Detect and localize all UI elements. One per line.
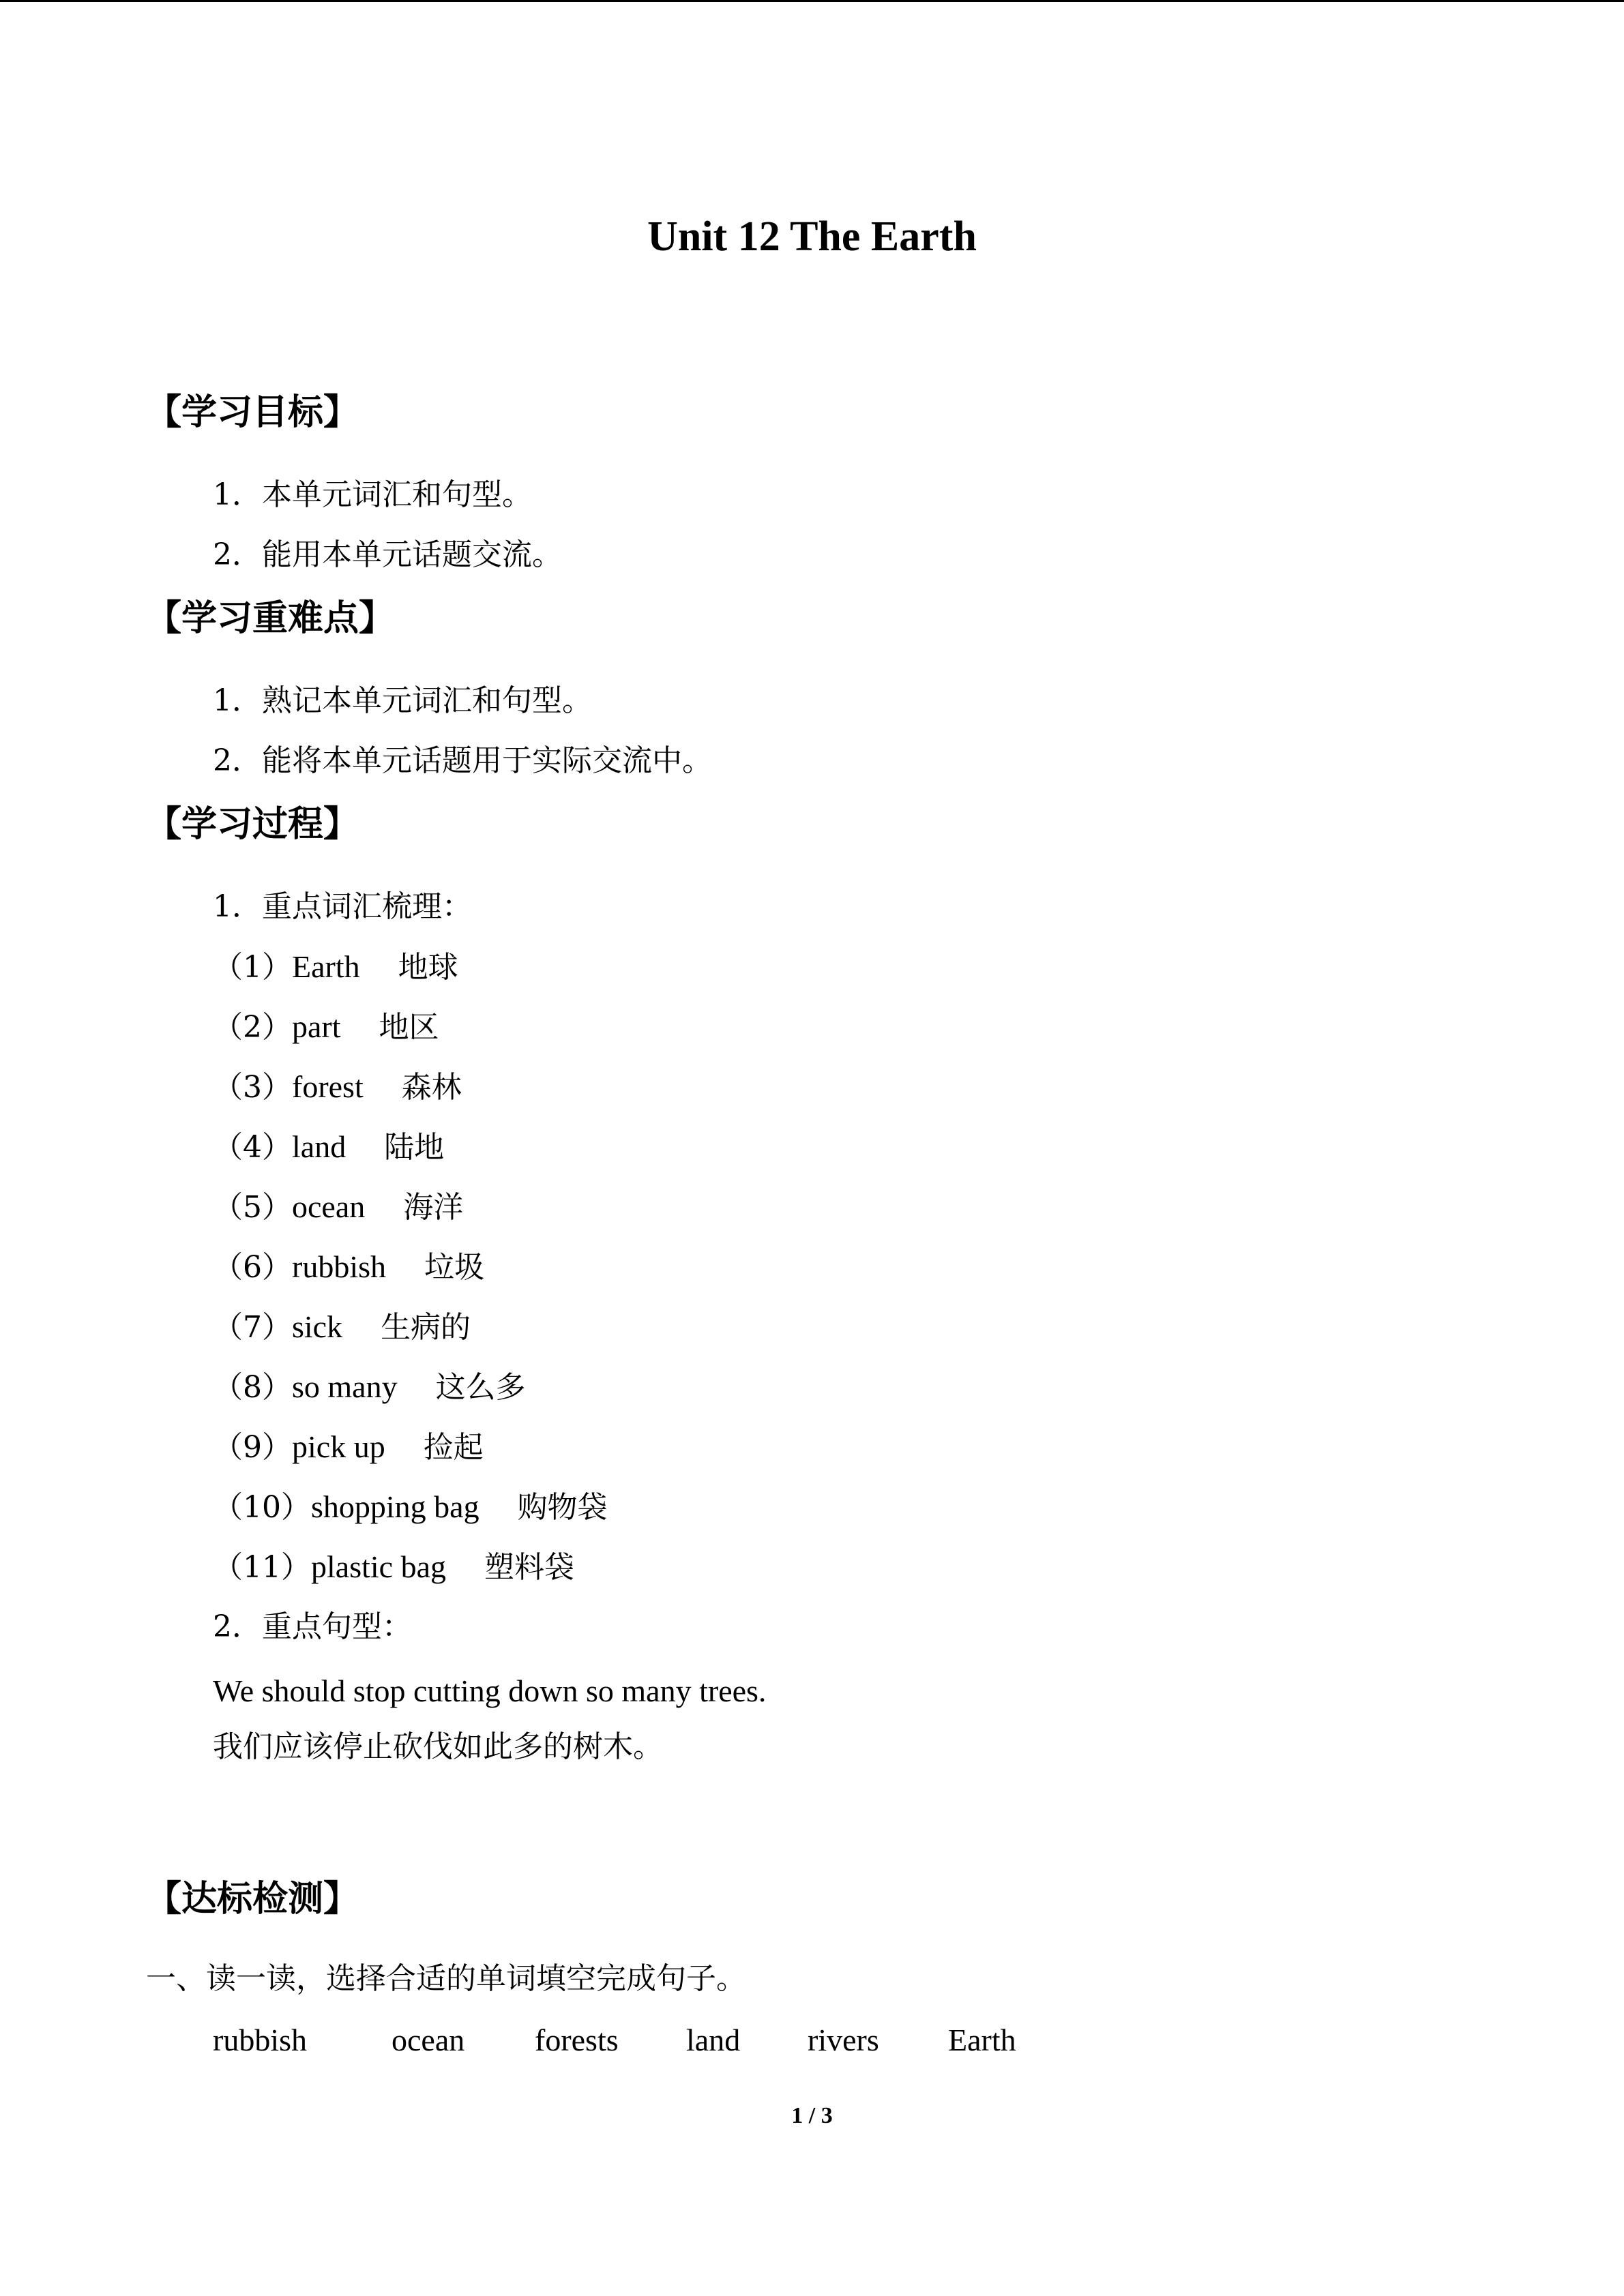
goal-item-1: 1．本单元词汇和句型。 <box>213 477 532 512</box>
word-bank-item: rivers <box>808 2023 879 2057</box>
vocab-item: （6）rubbish 垃圾 <box>213 1249 484 1285</box>
vocab-item: （1）Earth 地球 <box>213 949 458 985</box>
section-heading-key-points: 【学习重难点】 <box>146 598 395 639</box>
key-point-item-1: 1．熟记本单元词汇和句型。 <box>213 683 592 718</box>
section-heading-process: 【学习过程】 <box>146 804 359 845</box>
word-bank-item: forests <box>535 2023 619 2057</box>
vocab-item: （7）sick 生病的 <box>213 1309 471 1345</box>
word-bank-item: Earth <box>948 2023 1016 2057</box>
section-heading-goals: 【学习目标】 <box>146 392 359 433</box>
sentence-title: 2．重点句型： <box>213 1609 412 1644</box>
vocab-item: （5）ocean 海洋 <box>213 1189 464 1225</box>
vocab-item: （10）shopping bag 购物袋 <box>213 1489 608 1525</box>
vocab-item: （9）pick up 捡起 <box>213 1429 484 1465</box>
key-sentence-english: We should stop cutting down so many trees. <box>213 1673 767 1708</box>
vocab-item: （3）forest 森林 <box>213 1069 462 1105</box>
page-title: Unit 12 The Earth <box>647 213 977 260</box>
goal-item-2: 2．能用本单元话题交流。 <box>213 537 562 572</box>
vocab-title: 1．重点词汇梳理： <box>213 889 472 924</box>
key-sentence-chinese: 我们应该停止砍伐如此多的树木。 <box>213 1729 663 1764</box>
page-number: 1 / 3 <box>791 2103 833 2128</box>
vocab-item: （8）so many 这么多 <box>213 1369 526 1405</box>
top-border-rule <box>0 0 1624 2</box>
vocab-item: （2）part 地区 <box>213 1009 439 1045</box>
section-heading-test: 【达标检测】 <box>146 1879 359 1920</box>
key-point-item-2: 2．能将本单元话题用于实际交流中。 <box>213 743 712 778</box>
word-bank-item: ocean <box>392 2023 465 2057</box>
vocab-item: （4）land 陆地 <box>213 1129 445 1165</box>
word-bank-item: rubbish <box>213 2023 307 2057</box>
vocab-item: （11）plastic bag 塑料袋 <box>213 1549 574 1585</box>
question-1-instruction: 一、读一读，选择合适的单词填空完成句子。 <box>146 1961 746 1996</box>
word-bank-item: land <box>686 2023 741 2057</box>
